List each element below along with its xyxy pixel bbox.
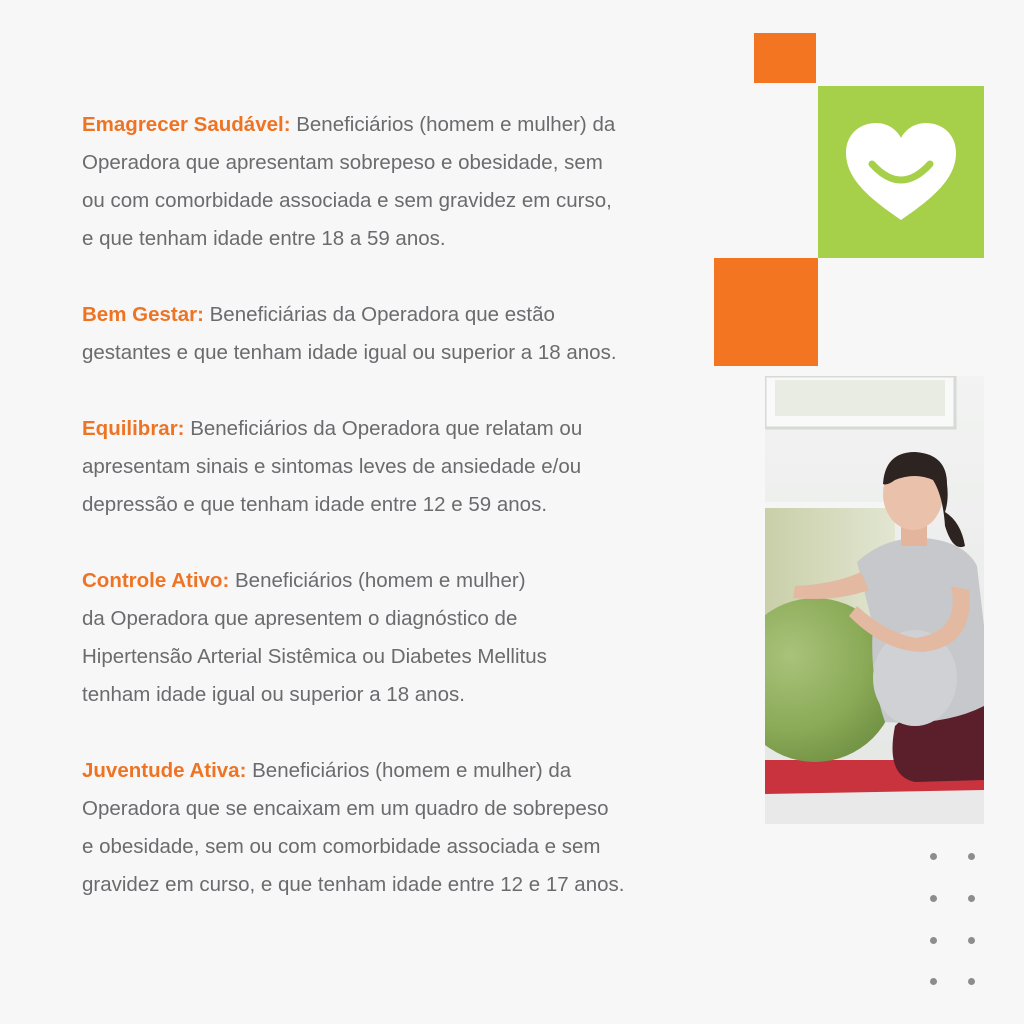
program-description: [82, 752, 682, 904]
decorative-dot: [968, 978, 975, 985]
program-text-line: apresentam sinais e sintomas leves de ansiedade e/ou: [82, 455, 582, 478]
program-first-line: [82, 106, 682, 144]
program-name: Controle Ativo:: [82, 569, 230, 592]
program-text-line: Beneficiárias da Operadora que estão: [203, 303, 555, 326]
program-text-line: da Operadora que apresentem o diagnóstico de: [82, 607, 518, 630]
program-emagrecer-saudavel: [82, 106, 682, 258]
decorative-dot: [968, 853, 975, 860]
program-description: [82, 562, 682, 714]
program-first-line: [82, 296, 682, 334]
programs-list: [82, 106, 682, 942]
program-name: Bem Gestar:: [82, 303, 204, 326]
program-text-line: Beneficiários (homem e mulher) da: [246, 759, 572, 782]
program-first-line: [82, 562, 682, 600]
program-text-line: tenham idade igual ou superior a 18 anos.: [82, 683, 465, 706]
program-first-line: [82, 410, 682, 448]
decorative-dot-grid: [928, 850, 978, 990]
program-text-line: depressão e que tenham idade entre 12 e 59 anos.: [82, 493, 548, 516]
program-text-line: Operadora que apresentam sobrepeso e obesidade, sem: [82, 151, 603, 174]
program-description: [82, 410, 682, 524]
decorative-dot: [930, 895, 937, 902]
decorative-orange-square-small: [754, 33, 816, 83]
program-juventude-ativa: [82, 752, 682, 904]
decorative-dot: [968, 895, 975, 902]
program-text-line: Beneficiários (homem e mulher) da: [290, 113, 616, 136]
program-description: [82, 106, 682, 258]
program-text-line: Hipertensão Arterial Sistêmica ou Diabetes Mellitus: [82, 645, 547, 668]
program-text-line: gravidez em curso, e que tenham idade entre 12 e 17 anos.: [82, 873, 625, 896]
program-bem-gestar: [82, 296, 682, 372]
program-equilibrar: [82, 410, 682, 524]
program-name: Equilibrar:: [82, 417, 185, 440]
program-name: Emagrecer Saudável:: [82, 113, 291, 136]
decorative-dot: [968, 937, 975, 944]
pregnant-woman-exercise-ball-photo: [765, 376, 984, 824]
program-text-line: e obesidade, sem ou com comorbidade associada e sem: [82, 835, 601, 858]
program-text-line: Operadora que se encaixam em um quadro de sobrepeso: [82, 797, 609, 820]
program-controle-ativo: [82, 562, 682, 714]
program-name: Juventude Ativa:: [82, 759, 247, 782]
decorative-dot: [930, 853, 937, 860]
program-text-line: e que tenham idade entre 18 a 59 anos.: [82, 227, 446, 250]
decorative-dot: [930, 937, 937, 944]
smiling-heart-icon: [842, 120, 960, 224]
program-description: [82, 296, 682, 372]
program-text-line: gestantes e que tenham idade igual ou superior a 18 anos.: [82, 341, 617, 364]
decorative-orange-square-large: [714, 258, 818, 366]
program-text-line: Beneficiários (homem e mulher): [229, 569, 526, 592]
program-first-line: [82, 752, 682, 790]
decorative-dot: [930, 978, 937, 985]
program-text-line: ou com comorbidade associada e sem gravidez em curso,: [82, 189, 612, 212]
program-text-line: Beneficiários da Operadora que relatam ou: [184, 417, 583, 440]
